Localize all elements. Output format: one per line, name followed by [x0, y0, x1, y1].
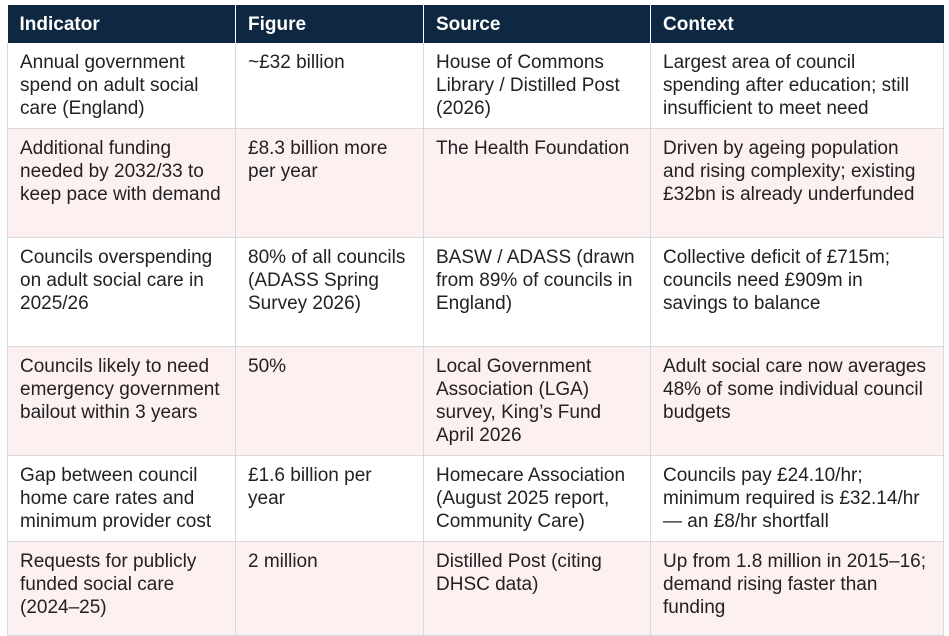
cell-indicator: Additional funding needed by 2032/33 to keep pace with demand	[8, 129, 236, 238]
header-figure: Figure	[236, 5, 424, 43]
table-row	[8, 542, 944, 636]
cell-context: Councils pay £24.10/hr; minimum required is £32.14/hr — an £8/hr shortfall	[651, 456, 944, 542]
data-table	[7, 5, 944, 636]
cell-indicator: Councils likely to need emergency government bailout within 3 years	[8, 347, 236, 456]
cell-source: The Health Foundation	[424, 129, 651, 238]
cell-context: Up from 1.8 million in 2015–16; demand rising faster than funding	[651, 542, 944, 636]
table-row	[8, 129, 944, 238]
cell-indicator: Councils overspending on adult social care in 2025/26	[8, 238, 236, 347]
cell-figure: £1.6 billion per year	[236, 456, 424, 542]
cell-figure: 2 million	[236, 542, 424, 636]
cell-context: Adult social care now averages 48% of some individual council budgets	[651, 347, 944, 456]
table-row	[8, 456, 944, 542]
cell-figure: 50%	[236, 347, 424, 456]
header-source: Source	[424, 5, 651, 43]
header-row	[8, 5, 944, 43]
cell-indicator: Requests for publicly funded social care (2024–25)	[8, 542, 236, 636]
header-indicator: Indicator	[8, 5, 236, 43]
cell-source: Distilled Post (citing DHSC data)	[424, 542, 651, 636]
cell-context: Collective deficit of £715m; councils need £909m in savings to balance	[651, 238, 944, 347]
cell-source: Homecare Association (August 2025 report, Community Care)	[424, 456, 651, 542]
cell-source: Local Government Association (LGA) survey, King’s Fund April 2026	[424, 347, 651, 456]
cell-context: Largest area of council spending after education; still insufficient to meet need	[651, 43, 944, 129]
cell-indicator: Annual government spend on adult social care (England)	[8, 43, 236, 129]
cell-indicator: Gap between council home care rates and minimum provider cost	[8, 456, 236, 542]
table-row	[8, 43, 944, 129]
cell-source: BASW / ADASS (drawn from 89% of councils in England)	[424, 238, 651, 347]
table-row	[8, 238, 944, 347]
cell-source: House of Commons Library / Distilled Post (2026)	[424, 43, 651, 129]
table-row	[8, 347, 944, 456]
cell-figure: 80% of all councils (ADASS Spring Survey 2026)	[236, 238, 424, 347]
cell-figure: ~£32 billion	[236, 43, 424, 129]
cell-figure: £8.3 billion more per year	[236, 129, 424, 238]
cell-context: Driven by ageing population and rising complexity; existing £32bn is already underfunded	[651, 129, 944, 238]
header-context: Context	[651, 5, 944, 43]
